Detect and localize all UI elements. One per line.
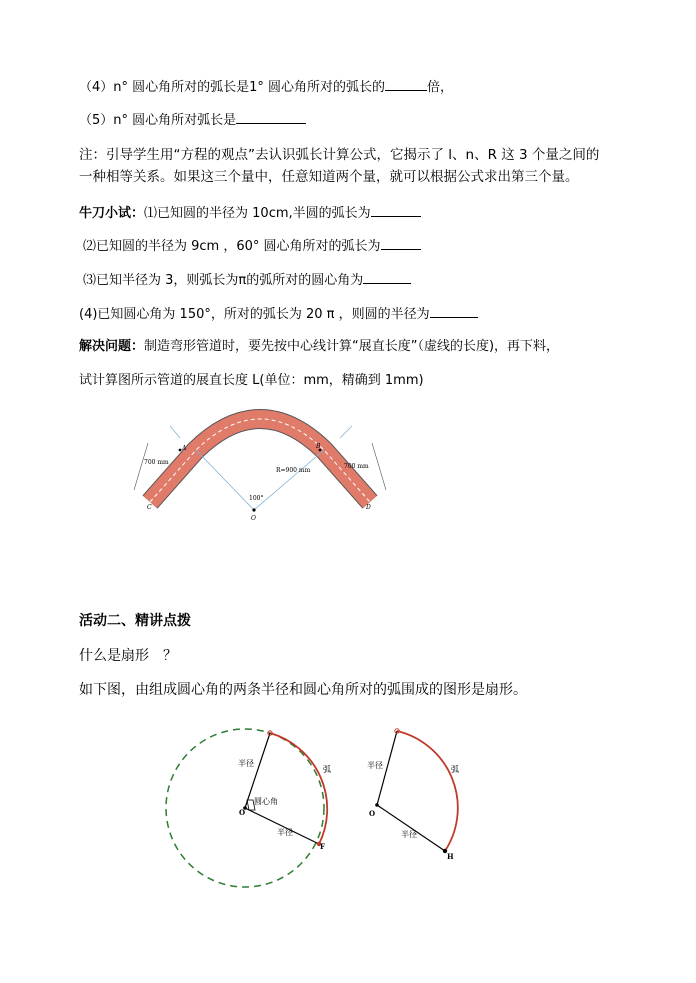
activity-2-heading: 活动二、精讲点拨 [79,613,191,629]
quiz-q3 [83,270,411,290]
answer-blank [381,236,421,250]
sector-figures [155,720,475,895]
quiz-q2-text: ⑵已知圆的半径为 9cm ，60° 圆心角所对的弧长为 [83,239,381,254]
point-b-label: B [316,443,321,450]
quiz-q1-text: ⑴已知圆的半径为 10cm,半圆的弧长为 [144,206,371,221]
left-arc-label: 弧 [323,765,331,774]
answer-blank [371,203,421,217]
sector-definition: 如下图，由组成圆心角的两条半径和圆心角所对的弧围成的图形是扇形。 [79,682,527,698]
item-4-text: （4）n° 圆心角所对的弧长是1° 圆心角所对的弧长的 [79,80,386,95]
right-radius-label-1: 半径 [367,761,383,770]
right-h-label: H [447,852,454,861]
item-4 [79,77,453,97]
what-is-sector: 什么是扇形 ？ [79,648,177,664]
left-length-label: 700 mm [144,459,169,466]
left-f-label: F [320,842,325,851]
item-5 [79,110,306,130]
note-line-2: 一种相等关系。如果这三个量中，任意知道两个量，就可以根据公式求出第三个量。 [79,169,579,185]
radius-label: R=900 mm [276,467,311,474]
solve-heading: 解决问题： [79,339,145,354]
left-radius-label-2: 半径 [277,828,293,837]
item-4-suffix: 倍， [427,80,454,95]
solve-line-1 [79,338,559,356]
point-d-label: D [366,504,371,511]
solve-text-1: 制造弯形管道时，要先按中心线计算“展直长度”（虚线的长度)，再下料， [144,339,560,354]
answer-blank [236,110,306,124]
solve-line-2: 试计算图所示管道的展直长度 L(单位：mm，精确到 1mm) [79,373,424,388]
right-o-label: O [369,809,376,818]
right-radius-label-2: 半径 [401,830,417,839]
pipe-body [150,419,370,502]
answer-blank [430,304,478,318]
quiz-q4-text: (4)已知圆心角为 150°，所对的弧长为 20 π ，则圆的半径为 [79,307,430,322]
left-o-label: O [239,808,246,817]
answer-blank [363,270,411,284]
quiz-q3-text: ⑶已知半径为 3，则弧长为π的弧所对的圆心角为 [83,273,364,288]
central-angle-label: 圆心角 [254,797,278,806]
quiz-q1 [79,203,421,223]
point-c-label: C [147,504,152,511]
pipe-figure [130,398,390,523]
left-radius-label-1: 半径 [238,759,254,768]
quiz-q2 [83,236,421,256]
right-length-label: 700 mm [344,463,369,470]
answer-blank [385,77,427,91]
angle-label: 100° [249,495,264,502]
note-line-1: 注：引导学生用“方程的观点”去认识弧长计算公式，它揭示了 l、n、R 这 3 个量之间的 [79,147,600,163]
quiz-heading: 牛刀小试： [79,206,145,221]
point-a-label: A [182,445,187,452]
item-5-text: （5）n° 圆心角所对弧长是 [79,113,237,128]
right-arc-label: 弧 [451,765,459,774]
point-o-label: O [251,515,256,522]
quiz-q4 [79,304,478,324]
